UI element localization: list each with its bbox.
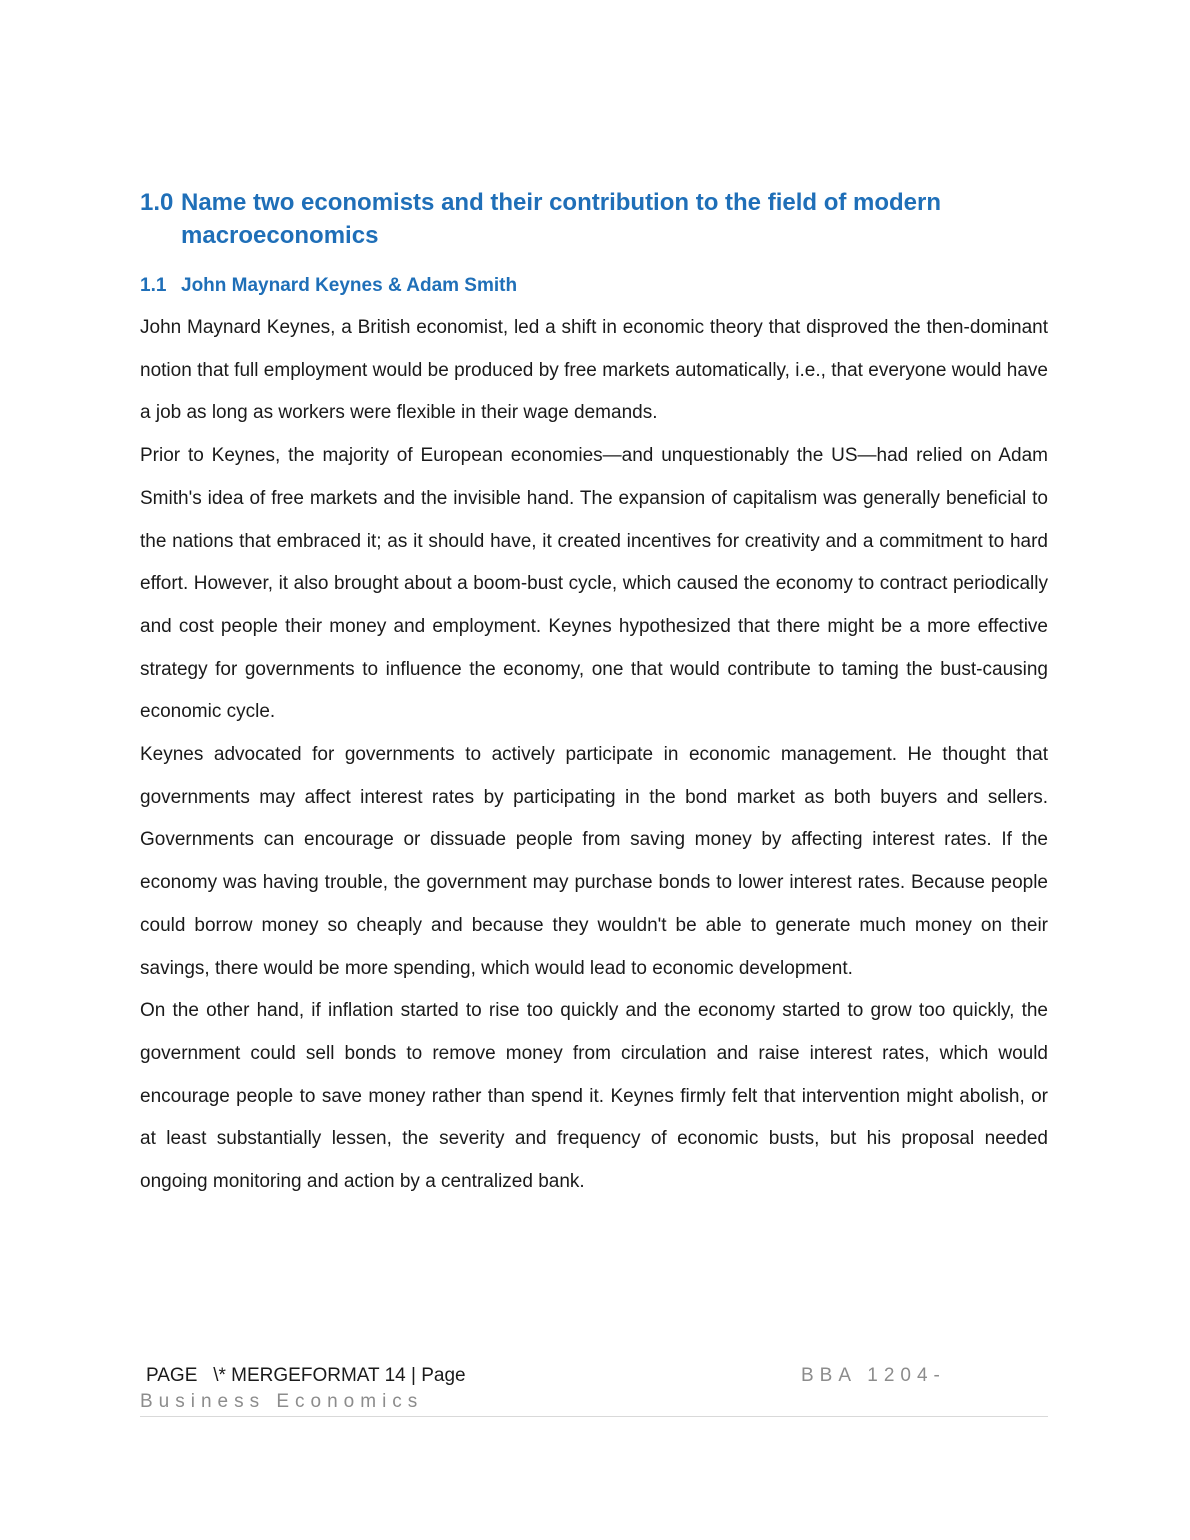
footer-page-field: PAGE \* MERGEFORMAT 14 | Page [146, 1365, 466, 1386]
paragraph-keynes-intro: John Maynard Keynes, a British economist, led a shift in economic theory that disproved the then-dominant notion that full employment would be produced by free markets automatically, i.e., that everyone would have a job as long as workers were flexible in their wage demands. [140, 317, 1048, 424]
heading-1-number: 1.0 [140, 189, 174, 216]
paragraph-prior-to-keynes: Prior to Keynes, the majority of European economies—and unquestionably the US—had relied on Adam Smith's idea of free markets and the invisible hand. The expansion of capitalism was generally beneficial to the nations that embraced it; as it should have, it created incentives for creativity and a commitment to hard effort. However, it also brought about a boom-bust cycle, which caused the economy to contract periodically and cost people their money and employment. Keynes hypothesized that there might be a more effective strategy for governments to influence the economy, one that would contribute to taming the bust-causing economic cycle. [140, 445, 1048, 723]
page-content [140, 186, 1048, 1204]
heading-2 [140, 273, 1048, 299]
footer-course-name: Business Economics [140, 1391, 424, 1412]
paragraph-inflation: On the other hand, if inflation started to rise too quickly and the economy started to grow too quickly, the government could sell bonds to remove money from circulation and raise interest rates, which would encourage people to save money rather than spend it. Keynes firmly felt that intervention might abolish, or at least substantially lessen, the severity and frequency of economic busts, but his proposal needed ongoing monitoring and action by a centralized bank. [140, 1000, 1048, 1193]
paragraph-government-participation: Keynes advocated for governments to actively participate in economic management. He thought that governments may affect interest rates by participating in the bond market as both buyers and sellers. Governments can encourage or dissuade people from saving money by affecting interest rates. If the economy was having trouble, the government may purchase bonds to lower interest rates. Because people could borrow money so cheaply and because they wouldn't be able to generate much money on their savings, there would be more spending, which would lead to economic development. [140, 744, 1048, 979]
heading-1-text: Name two economists and their contribution to the field of modern macroeconomics [181, 189, 942, 249]
footer-course-code: BBA 1204- [801, 1365, 946, 1386]
heading-2-number: 1.1 [140, 275, 167, 296]
heading-1 [140, 186, 1048, 252]
page-footer [140, 1362, 1048, 1417]
heading-2-text: John Maynard Keynes & Adam Smith [181, 275, 518, 296]
